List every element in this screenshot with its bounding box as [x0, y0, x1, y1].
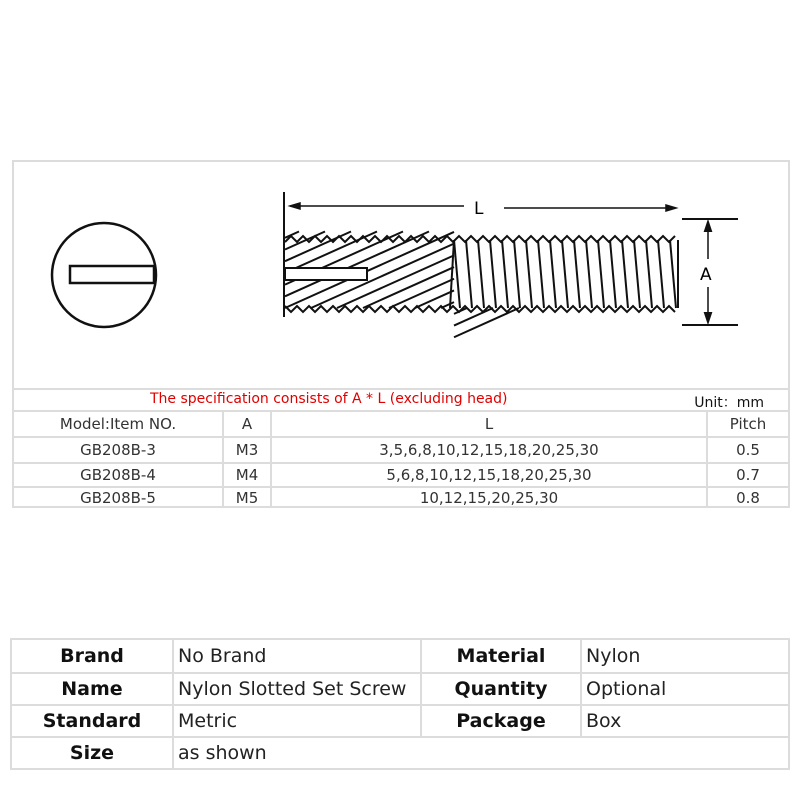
table-row	[14, 462, 788, 486]
header-model: Model:Item NO.	[59, 415, 177, 433]
spec-row	[12, 640, 788, 672]
screw-drawing	[14, 162, 788, 388]
header-l: L	[270, 412, 706, 436]
spec-row	[12, 704, 788, 736]
cell-pitch: 0.5	[706, 438, 788, 462]
material-label: Material	[420, 640, 580, 672]
product-spec-table	[10, 638, 790, 770]
length-label: L	[474, 199, 484, 219]
slot-end-view-icon	[52, 223, 156, 327]
cell-a: M5	[222, 488, 270, 508]
cell-model: GB208B-5	[80, 489, 156, 507]
header-pitch: Pitch	[706, 412, 788, 436]
table-row	[14, 486, 788, 508]
cell-l: 5,6,8,10,12,15,18,20,25,30	[270, 464, 706, 486]
brand-value: No Brand	[172, 640, 420, 672]
cell-a: M3	[222, 438, 270, 462]
spec-note-row	[14, 388, 788, 410]
package-value: Box	[580, 706, 788, 736]
unit-label: Unit：mm	[694, 395, 764, 411]
quantity-label: Quantity	[420, 674, 580, 704]
material-value: Nylon	[580, 640, 788, 672]
spec-diagram-panel	[12, 160, 790, 508]
cell-l: 10,12,15,20,25,30	[270, 488, 706, 508]
standard-label: Standard	[42, 710, 142, 732]
spec-row	[12, 736, 788, 768]
spec-row	[12, 672, 788, 704]
screw-side-view	[285, 232, 678, 338]
standard-value: Metric	[172, 706, 420, 736]
table-row	[14, 436, 788, 462]
header-a: A	[222, 412, 270, 436]
spec-table-header	[14, 410, 788, 436]
name-label: Name	[61, 678, 123, 700]
spec-note: The specification consists of A * L (excluding head)	[150, 391, 508, 407]
cell-model: GB208B-4	[80, 466, 156, 484]
cell-pitch: 0.8	[706, 488, 788, 508]
package-label: Package	[420, 706, 580, 736]
name-value: Nylon Slotted Set Screw	[172, 674, 420, 704]
brand-label: Brand	[60, 645, 124, 667]
cell-pitch: 0.7	[706, 464, 788, 486]
quantity-value: Optional	[580, 674, 788, 704]
diameter-label: A	[700, 265, 712, 285]
cell-l: 3,5,6,8,10,12,15,18,20,25,30	[270, 438, 706, 462]
cell-model: GB208B-3	[80, 441, 156, 459]
size-label: Size	[69, 742, 115, 764]
size-value: as shown	[172, 738, 788, 768]
cell-a: M4	[222, 464, 270, 486]
